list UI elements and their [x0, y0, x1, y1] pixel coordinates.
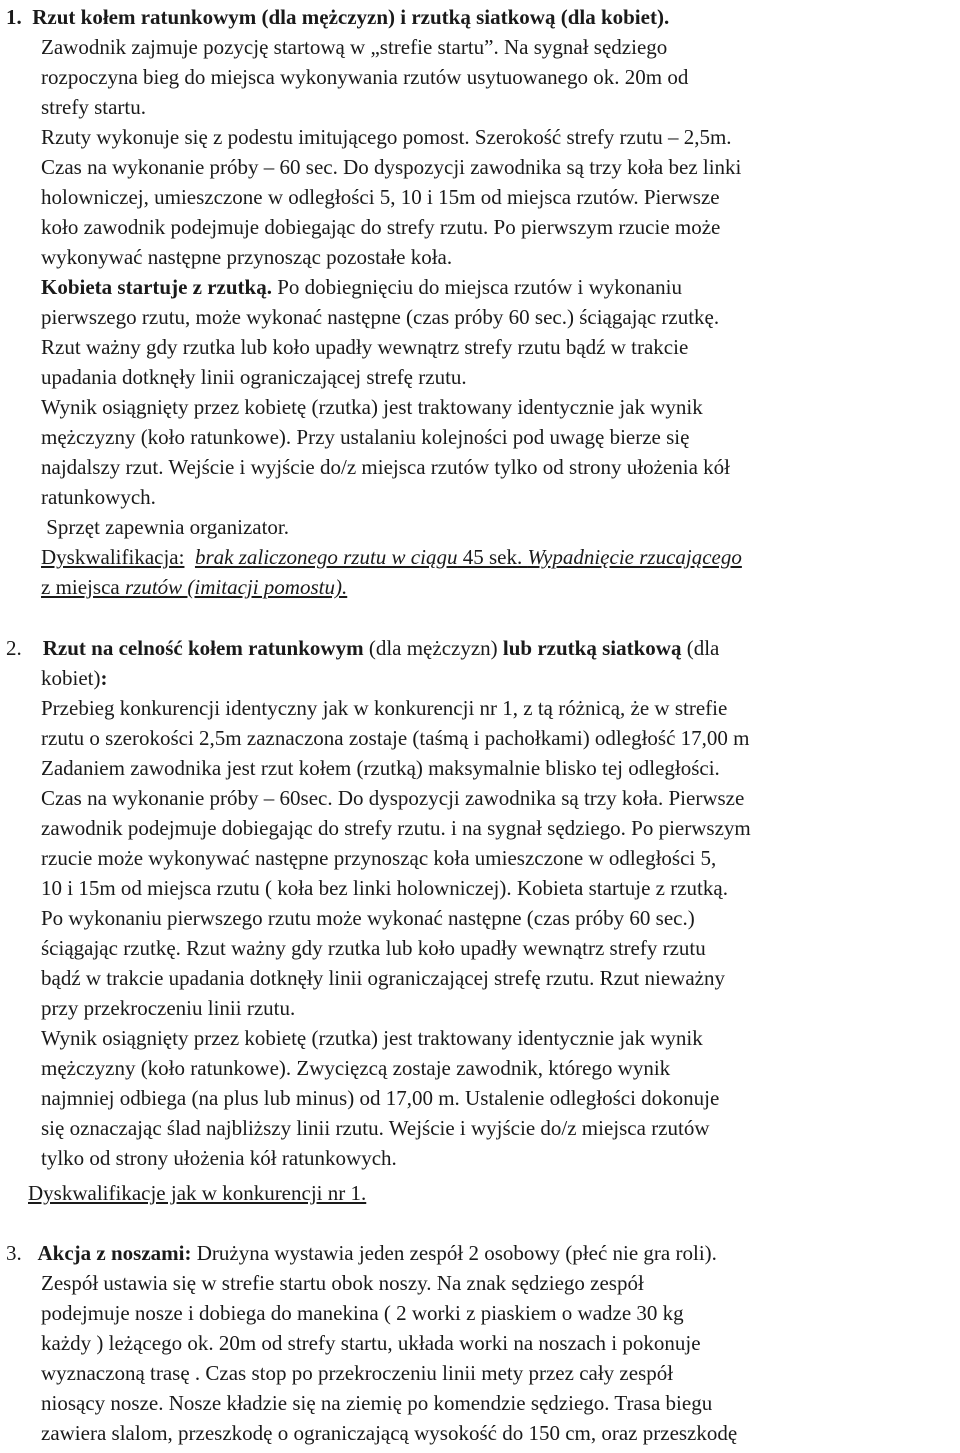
section-1-heading — [6, 2, 918, 32]
section-3-line: podejmuje nosze i dobiega do manekina ( 2 worki z piaskiem o wadze 30 kg — [41, 1301, 684, 1325]
section-3-line: wyznaczoną trasę . Czas stop po przekroczeniu linii mety przez cały zespół — [41, 1361, 674, 1385]
section-2-line: Czas na wykonanie próby – 60sec. Do dyspozycji zawodnika są trzy koła. Pierwsze — [41, 786, 745, 810]
section-2-line: Zadaniem zawodnika jest rzut kołem (rzutką) maksymalnie blisko tej odległości. — [41, 756, 720, 780]
section-3-line: niosący nosze. Nosze kładzie się na ziemię po komendzie sędziego. Trasa biegu — [41, 1391, 713, 1415]
section-1-line: holowniczej, umieszczone w odległości 5, 10 i 15m od miejsca rzutów. Pierwsze — [41, 185, 720, 209]
section-2-line: 10 i 15m od miejsca rzutu ( koła bez linki holowniczej). Kobieta startuje z rzutką. — [41, 876, 728, 900]
disq-text-1: brak zaliczonego rzutu w ciągu — [194, 545, 458, 569]
section-3-number: 3. — [6, 1241, 22, 1265]
section-2-number: 2. — [6, 636, 22, 660]
section-1-line: Rzut ważny gdy rzutka lub koło upadły wewnątrz strefy rzutu bądź w trakcie — [41, 335, 689, 359]
section-3-line: zawiera slalom, przeszkodę o ograniczającą wysokość do 150 cm, oraz przeszkodę — [41, 1421, 738, 1445]
section-1-line: Czas na wykonanie próby – 60 sec. Do dyspozycji zawodnika są trzy koła bez linki — [41, 155, 742, 179]
section-2-line: przy przekroczeniu linii rzutu. — [41, 996, 296, 1020]
section-2-title-plain-2: (dla — [681, 636, 720, 660]
section-3-title-rest: Drużyna wystawia jeden zespół 2 osobowy (płeć nie gra roli). — [191, 1241, 717, 1265]
section-1-line: strefy startu. — [41, 95, 146, 119]
section-2-line: Wynik osiągnięty przez kobietę (rzutka) jest traktowany identycznie jak wynik — [41, 1026, 703, 1050]
section-2-heading — [6, 633, 918, 663]
section-1-line: Rzuty wykonuje się z podestu imitującego pomost. Szerokość strefy rzutu – 2,5m. — [41, 125, 732, 149]
section-2-heading-cont — [41, 663, 953, 693]
women-start-bold: Kobieta startuje z rzutką. — [41, 275, 272, 299]
section-3-line: każdy ) leżącego ok. 20m od strefy startu, układa worki na noszach i pokonuje — [41, 1331, 701, 1355]
section-1-line: koło zawodnik podejmuje dobiegając do strefy rzutu. Po pierwszym rzucie może — [41, 215, 721, 239]
section-1-line: ratunkowych. — [41, 485, 156, 509]
section-1-line: Zawodnik zajmuje pozycję startową w „strefie startu”. Na sygnał sędziego — [41, 35, 668, 59]
disq-place: z miejsca — [41, 575, 125, 599]
section-2-line: bądź w trakcie upadania dotknęły linii ograniczającej strefę rzutu. Rzut nieważny — [41, 966, 725, 990]
section-1-line: Wynik osiągnięty przez kobietę (rzutka) jest traktowany identycznie jak wynik — [41, 395, 703, 419]
women-start-rest: Po dobiegnięciu do miejsca rzutów i wykonaniu — [271, 275, 682, 299]
section-2-line: mężczyzny (koło ratunkowe). Zwycięzcą zostaje zawodnik, którego wynik — [41, 1056, 671, 1080]
section-1-line: mężczyzny (koło ratunkowe). Przy ustalaniu kolejności pod uwagę bierze się — [41, 425, 690, 449]
section-2-line: Po wykonaniu pierwszego rzutu może wykonać następne (czas próby 60 sec.) — [41, 906, 695, 930]
section-2-title-bold-2: lub rzutką siatkową — [502, 636, 682, 660]
section-2-title-colon: : — [100, 666, 108, 690]
section-1-disqualification-cont — [41, 572, 953, 602]
section-2-line: ściągając rzutkę. Rzut ważny gdy rzutka lub koło upadły wewnątrz strefy rzutu — [41, 936, 706, 960]
section-2-line: tylko od strony ułożenia kół ratunkowych. — [41, 1146, 397, 1170]
section-2-line: rzucie może wykonywać następne przynosząc koła umieszczone w odległości 5, — [41, 846, 717, 870]
section-1-line: pierwszego rzutu, może wykonać następne (czas próby 60 sec.) ściągając rzutkę. — [41, 305, 720, 329]
section-1-equipment: Sprzęt zapewnia organizator. — [41, 515, 290, 539]
section-1-line: rozpoczyna bieg do miejsca wykonywania rzutów usytuowanego ok. 20m od — [41, 65, 689, 89]
section-1-line: najdalszy rzut. Wejście i wyjście do/z miejsca rzutów tylko od strony ułożenia kół — [41, 455, 730, 479]
section-2-title-line2: kobiet) — [41, 666, 101, 690]
section-1-line: wykonywać następne przynosząc pozostałe koła. — [41, 245, 453, 269]
section-1-disqualification — [41, 542, 953, 572]
section-2-title-plain-1: (dla mężczyzn) — [363, 636, 503, 660]
section-3-title-bold: Akcja z noszami: — [37, 1241, 192, 1265]
section-1-number: 1. — [6, 5, 22, 29]
section-2-line: zawodnik podejmuje dobiegając do strefy rzutu. i na sygnał sędziego. Po pierwszym — [41, 816, 751, 840]
section-1-title: Rzut kołem ratunkowym (dla mężczyzn) i rzutką siatkową (dla kobiet). — [32, 5, 670, 29]
section-2-title-bold-1: Rzut na celność kołem ratunkowym — [42, 636, 364, 660]
disq-text-2: Wypadnięcie rzucającego — [527, 545, 742, 569]
section-1-line: upadania dotknęły linii ograniczającej strefę rzutu. — [41, 365, 467, 389]
section-3-line: Zespół ustawia się w strefie startu obok noszy. Na znak sędziego zespół — [41, 1271, 644, 1295]
section-2-line: rzutu o szerokości 2,5m zaznaczona zostaje (taśmą i pachołkami) odległość 17,00 m — [41, 726, 750, 750]
disq-label: Dyskwalifikacja: — [41, 545, 185, 569]
section-3-heading — [6, 1238, 918, 1268]
disq-place-italic: rzutów (imitacji pomostu). — [124, 575, 348, 599]
section-1-women-start — [41, 272, 953, 302]
disq-time: 45 sek. — [457, 545, 528, 569]
section-2-line: się oznaczając ślad najbliższy linii rzutu. Wejście i wyjście do/z miejsca rzutów — [41, 1116, 710, 1140]
section-2-line: najmniej odbiega (na plus lub minus) od 17,00 m. Ustalenie odległości dokonuje — [41, 1086, 720, 1110]
section-2-line: Przebieg konkurencji identyczny jak w konkurencji nr 1, z tą różnicą, że w strefie — [41, 696, 728, 720]
section-2-disqualification: Dyskwalifikacje jak w konkurencji nr 1. — [28, 1181, 367, 1205]
